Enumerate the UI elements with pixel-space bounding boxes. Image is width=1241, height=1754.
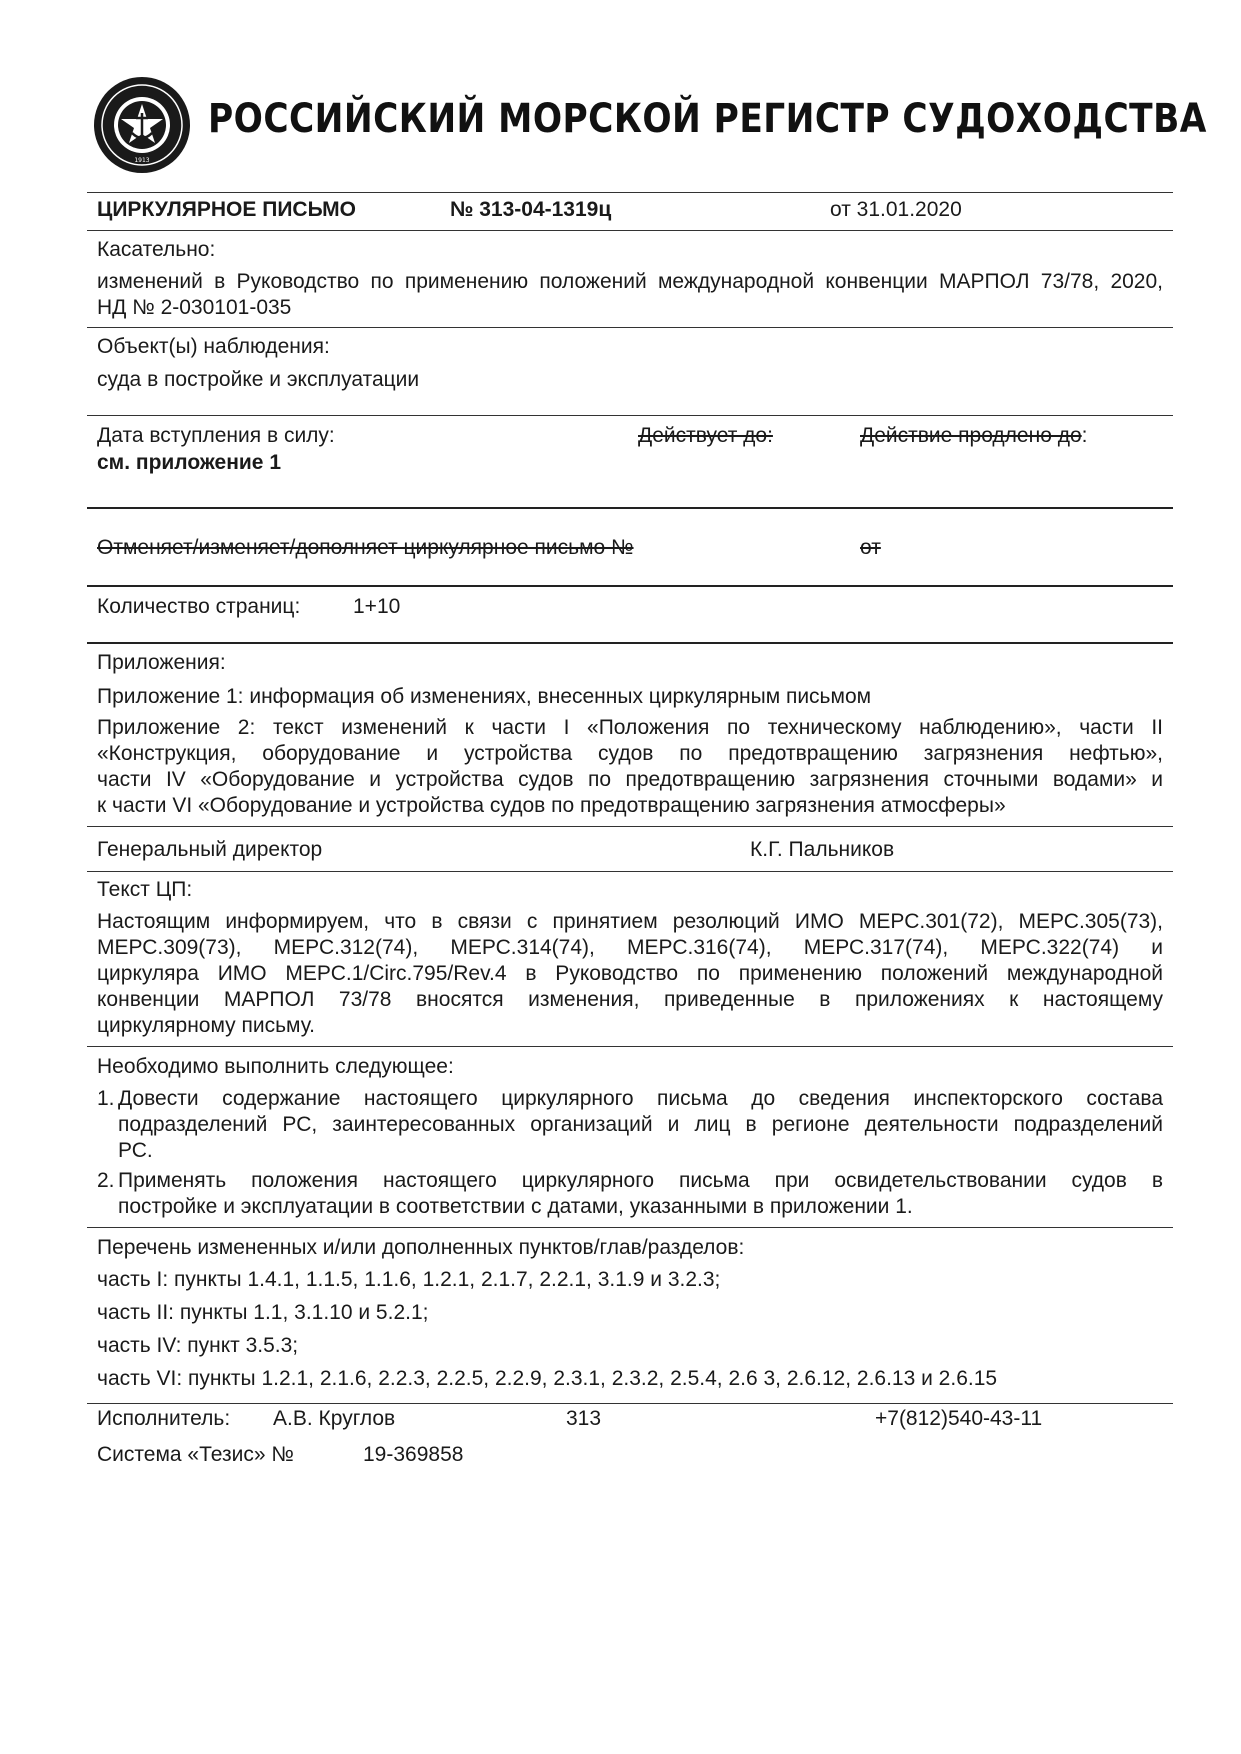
thesis-system-number: 19-369858: [363, 1443, 464, 1466]
divider: [87, 1403, 1173, 1404]
divider: [87, 327, 1173, 328]
attachments-label: Приложения:: [97, 651, 226, 674]
action-2: Применять положения настоящего циркулярного письма при освидетельствовании судов в постройке и эксплуатации в соответствии с датами, указанными в приложении 1.: [118, 1169, 1163, 1218]
effective-date-value: см. приложение 1: [97, 451, 281, 474]
divider: [87, 871, 1173, 872]
objects-value: суда в постройке и эксплуатации: [97, 368, 420, 391]
changed-items-part-4: часть IV: пункт 3.5.3;: [97, 1334, 299, 1357]
action-2-number: 2.: [97, 1169, 115, 1192]
divider: [87, 230, 1173, 231]
attachment-1: Приложение 1: информация об изменениях, внесенных циркулярным письмом: [97, 685, 872, 708]
logo-year: 1913: [134, 157, 150, 164]
thesis-system-label: Система «Тезис» №: [97, 1443, 294, 1466]
replaces-from-label: от: [860, 536, 881, 559]
changed-items-label: Перечень измененных и/или дополненных пунктов/глав/разделов:: [97, 1236, 745, 1259]
page-count-label: Количество страниц:: [97, 595, 301, 618]
divider: [87, 192, 1173, 193]
valid-until-label: Действует до:: [638, 424, 773, 447]
organization-name: РОССИЙСКИЙ МОРСКОЙ РЕГИСТР СУДОХОДСТВА: [208, 96, 1207, 142]
divider: [87, 585, 1173, 587]
action-1: Довести содержание настоящего циркулярного письма до сведения инспекторского состава подразделений РС, заинтересованных организаций и лиц в регионе деятельности подразделений РС.: [118, 1087, 1163, 1162]
subject-label: Касательно:: [97, 238, 216, 261]
changed-items-part-6: часть VI: пункты 1.2.1, 2.1.6, 2.2.3, 2.2.5, 2.2.9, 2.3.1, 2.3.2, 2.5.4, 2.6 3, 2.6.12, 2.6.13 и 2.6.15: [97, 1367, 998, 1390]
divider: [87, 1046, 1173, 1047]
divider: [87, 642, 1173, 644]
changed-items-part-1: часть I: пункты 1.4.1, 1.1.5, 1.1.6, 1.2.1, 2.1.7, 2.2.1, 3.1.9 и 3.2.3;: [97, 1268, 721, 1291]
letter-date: от 31.01.2020: [830, 198, 962, 221]
body-text: Настоящим информируем, что в связи с принятием резолюций ИМО МЕРС.301(72), МЕРС.305(73), МЕРС.309(73), МЕРС.312(74), МЕРС.314(74), МЕРС.316(74), МЕРС.317(74), МЕРС.322(74) и циркуляра ИМО МЕРС.1/Circ.795/Rev.4 в Руководство по применению положений международной конвенции МАРПОЛ 73/78 вносятся изменения, приведенные в приложениях к настоящему циркулярному письму.: [97, 910, 1163, 1037]
letter-type: ЦИРКУЛЯРНОЕ ПИСЬМО: [97, 198, 356, 221]
letter-number: № 313-04-1319ц: [450, 198, 612, 221]
page-count-value: 1+10: [353, 595, 401, 618]
changed-items-part-2: часть II: пункты 1.1, 3.1.10 и 5.2.1;: [97, 1301, 429, 1324]
signatory-position: Генеральный директор: [97, 838, 323, 861]
body-label: Текст ЦП:: [97, 878, 193, 901]
replaces-label: Отменяет/изменяет/дополняет циркулярное письмо №: [97, 536, 634, 559]
actions-label: Необходимо выполнить следующее:: [97, 1055, 454, 1078]
attachment-2: Приложение 2: текст изменений к части I «Положения по техническому наблюдению», части II «Конструкция, оборудование и устройства судов по предотвращению загрязнения нефтью», части IV «Оборудование и устройства судов по предотвращению загрязнения сточными водами» и к части VI «Оборудование и устройства судов по предотвращению загрязнения атмосферы»: [97, 716, 1163, 817]
executor-label: Исполнитель:: [97, 1407, 231, 1430]
objects-label: Объект(ы) наблюдения:: [97, 335, 330, 358]
executor-name: А.В. Круглов: [273, 1407, 396, 1430]
executor-department: 313: [566, 1407, 602, 1430]
action-1-number: 1.: [97, 1087, 115, 1110]
effective-date-label: Дата вступления в силу:: [97, 424, 335, 447]
divider: [87, 415, 1173, 416]
divider: [87, 507, 1173, 509]
divider: [87, 826, 1173, 827]
extended-until-label: Действие продлено до:: [860, 424, 1088, 447]
subject-text: изменений в Руководство по применению положений международной конвенции МАРПОЛ 73/78, 2020, НД № 2-030101-035: [97, 270, 1163, 319]
executor-phone: +7(812)540-43-11: [875, 1407, 1043, 1430]
signatory-name: К.Г. Пальников: [750, 838, 895, 861]
rs-logo: [92, 75, 192, 175]
divider: [87, 1227, 1173, 1228]
